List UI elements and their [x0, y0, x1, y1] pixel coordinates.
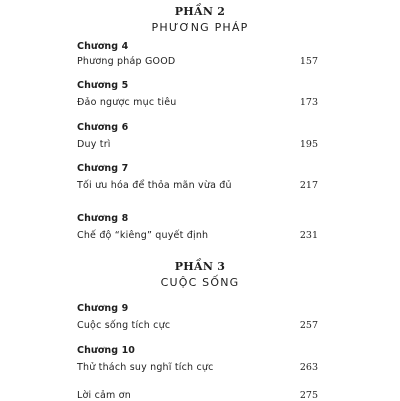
acknowledgements-title[interactable]: Lời cảm ơn — [77, 390, 131, 401]
chapter-8-label: Chương 8 — [77, 213, 129, 224]
chapter-4-page: 157 — [299, 56, 318, 67]
part-2-heading: PHẦN 2 — [174, 5, 226, 18]
chapter-4-label: Chương 4 — [77, 41, 129, 52]
chapter-7-title[interactable]: Tối ưu hóa để thỏa mãn vừa đủ — [77, 180, 232, 191]
chapter-6-title[interactable]: Duy trì — [77, 139, 111, 150]
chapter-10-page: 263 — [299, 362, 318, 373]
chapter-6-label: Chương 6 — [77, 122, 129, 133]
chapter-4-title[interactable]: Phương pháp GOOD — [77, 56, 176, 67]
chapter-7-page: 217 — [299, 180, 318, 191]
chapter-8-title[interactable]: Chế độ “kiêng” quyết định — [77, 230, 209, 241]
part-2-title: PHƯƠNG PHÁP — [151, 21, 249, 34]
chapter-5-label: Chương 5 — [77, 80, 129, 91]
chapter-9-page: 257 — [299, 320, 318, 331]
chapter-6-page: 195 — [299, 139, 318, 150]
part-3-heading: PHẦN 3 — [174, 260, 226, 273]
chapter-8-page: 231 — [299, 230, 318, 241]
chapter-9-label: Chương 9 — [77, 303, 129, 314]
chapter-9-title[interactable]: Cuộc sống tích cực — [77, 320, 171, 331]
chapter-10-label: Chương 10 — [77, 345, 136, 356]
chapter-5-page: 173 — [299, 97, 318, 108]
chapter-7-label: Chương 7 — [77, 163, 129, 174]
acknowledgements-page: 275 — [299, 390, 318, 401]
chapter-5-title[interactable]: Đảo ngược mục tiêu — [77, 97, 177, 108]
part-3-title: CUỘC SỐNG — [160, 276, 240, 289]
chapter-10-title[interactable]: Thử thách suy nghĩ tích cực — [77, 362, 214, 373]
